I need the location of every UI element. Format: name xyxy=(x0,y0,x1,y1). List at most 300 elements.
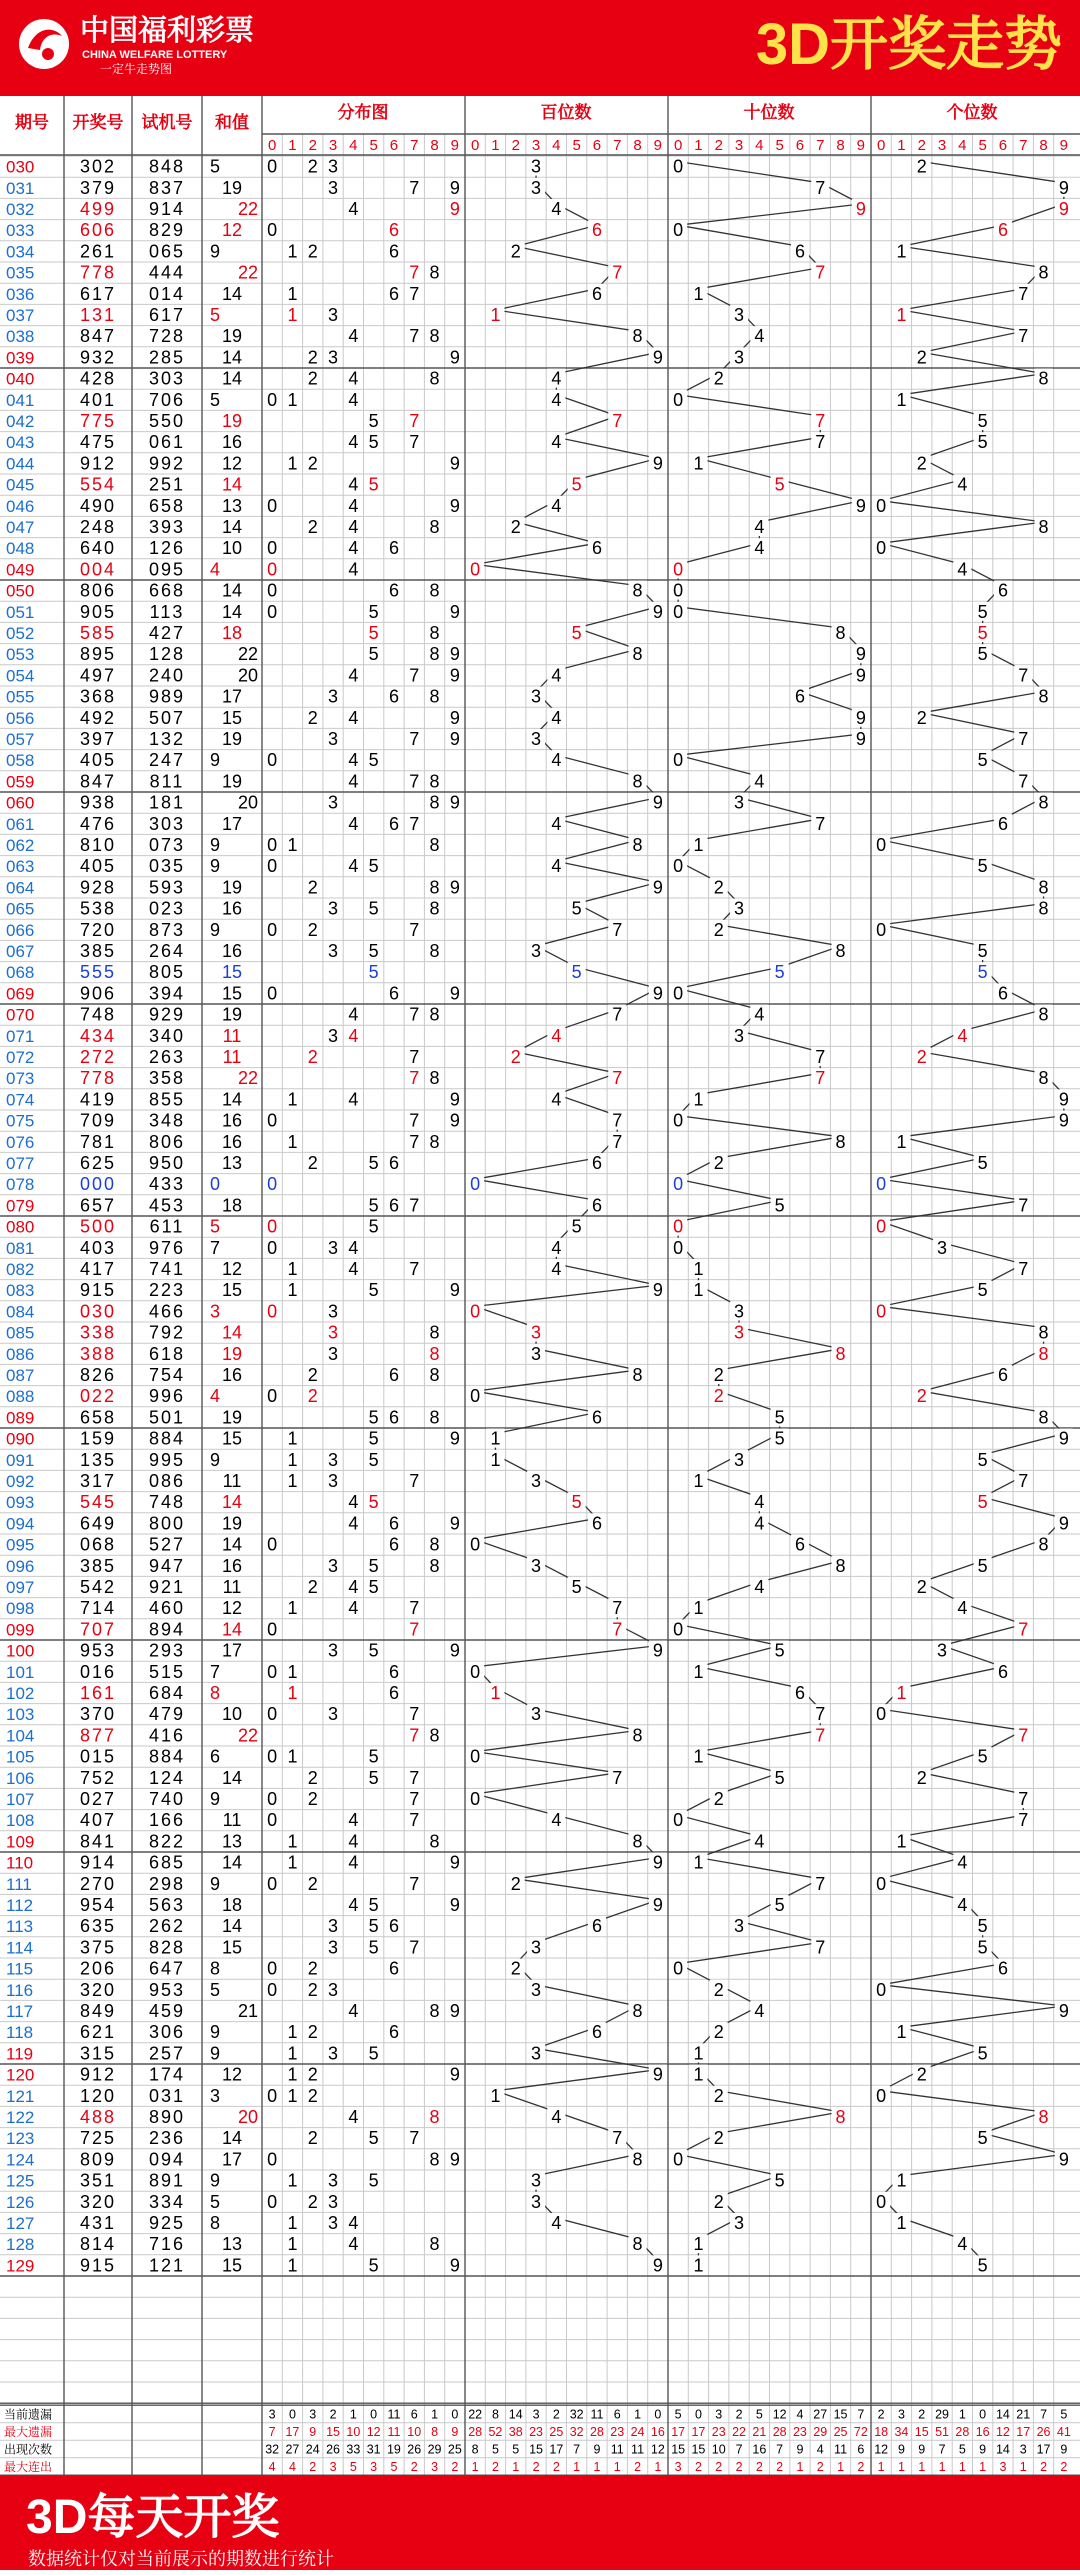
row-sum: 19 xyxy=(221,729,243,749)
distribution-mark: 0 xyxy=(267,1789,278,1809)
stats-value: 3 xyxy=(329,2460,337,2475)
row-draw: 953 xyxy=(79,1640,117,1661)
row-sum: 22 xyxy=(237,262,258,283)
distribution-mark: 1 xyxy=(287,2022,298,2043)
row-draw: 428 xyxy=(79,368,117,389)
distribution-mark: 8 xyxy=(429,2001,440,2021)
row-trial: 416 xyxy=(148,1725,186,1746)
row-period: 084 xyxy=(6,1302,35,1322)
tens-mark: 1 xyxy=(693,2255,704,2276)
table-row xyxy=(6,2255,992,2275)
table-row xyxy=(6,1980,890,2000)
row-trial: 925 xyxy=(148,2213,186,2233)
row-draw: 206 xyxy=(79,1958,117,1979)
table-row xyxy=(6,920,890,940)
stats-value: 5 xyxy=(512,2442,520,2457)
digit-header: 4 xyxy=(755,137,764,154)
stats-value: 33 xyxy=(346,2442,361,2457)
distribution-mark: 5 xyxy=(368,856,379,877)
digit-header: 8 xyxy=(633,137,642,154)
distribution-mark: 2 xyxy=(307,2128,318,2149)
row-trial: 992 xyxy=(148,453,186,474)
tens-mark: 2 xyxy=(713,877,724,898)
header-hundreds: 百位数 xyxy=(540,103,592,122)
units-mark: 0 xyxy=(876,2191,887,2212)
row-period: 075 xyxy=(6,1111,35,1131)
units-mark: 8 xyxy=(1038,2107,1049,2127)
stats-value: 2 xyxy=(1040,2460,1048,2475)
units-mark: 9 xyxy=(1058,199,1069,219)
units-mark: 2 xyxy=(916,1386,927,1407)
units-mark: 7 xyxy=(1018,1471,1029,1491)
row-sum: 15 xyxy=(221,983,243,1004)
row-period: 055 xyxy=(6,687,35,707)
units-mark: 1 xyxy=(896,2170,907,2191)
distribution-mark: 8 xyxy=(429,877,440,898)
row-trial: 427 xyxy=(148,623,186,643)
hundreds-mark: 3 xyxy=(531,1471,542,1491)
distribution-mark: 9 xyxy=(449,199,460,219)
row-period: 088 xyxy=(6,1387,35,1407)
units-mark: 4 xyxy=(957,1852,968,1873)
row-sum: 21 xyxy=(237,2001,258,2021)
hundreds-mark: 1 xyxy=(490,1428,501,1449)
row-draw: 405 xyxy=(79,856,117,877)
table-row xyxy=(6,2213,910,2233)
tens-mark: 3 xyxy=(734,1025,745,1046)
row-draw: 488 xyxy=(79,2107,117,2127)
row-trial: 754 xyxy=(148,1365,186,1385)
row-sum: 14 xyxy=(221,2128,243,2149)
distribution-mark: 0 xyxy=(267,750,278,771)
distribution-mark: 4 xyxy=(348,2213,359,2233)
tens-mark: 2 xyxy=(713,2022,724,2043)
distribution-mark: 5 xyxy=(368,1555,379,1576)
stats-value: 16 xyxy=(975,2425,990,2440)
tens-mark: 1 xyxy=(693,1598,704,1619)
row-trial: 728 xyxy=(148,326,186,347)
row-sum: 11 xyxy=(222,1577,242,1597)
stats-value: 1 xyxy=(613,2460,621,2475)
distribution-mark: 9 xyxy=(449,1895,460,1915)
hundreds-mark: 9 xyxy=(652,453,663,474)
tens-mark: 5 xyxy=(774,2170,785,2191)
row-period: 117 xyxy=(6,2002,34,2021)
digit-header: 2 xyxy=(917,137,926,154)
units-mark: 0 xyxy=(876,538,887,559)
table-row xyxy=(6,1450,992,1470)
table-row xyxy=(6,1047,931,1067)
row-period: 081 xyxy=(6,1238,35,1258)
hundreds-mark: 1 xyxy=(490,305,501,325)
row-draw: 397 xyxy=(79,729,117,749)
tens-mark: 0 xyxy=(673,1958,684,1979)
stats-value: 1 xyxy=(958,2460,966,2475)
table-row xyxy=(6,1598,971,1618)
row-period: 074 xyxy=(6,1090,35,1110)
row-trial: 285 xyxy=(148,347,186,368)
distribution-mark: 7 xyxy=(409,813,420,834)
stats-value: 2 xyxy=(552,2460,560,2475)
hundreds-mark: 3 xyxy=(531,2043,542,2064)
units-mark: 8 xyxy=(1038,686,1049,707)
digit-header: 8 xyxy=(836,137,845,154)
distribution-mark: 3 xyxy=(328,156,339,177)
row-sum: 14 xyxy=(221,580,243,601)
row-sum: 10 xyxy=(221,538,243,559)
row-period: 072 xyxy=(6,1048,35,1067)
units-mark: 5 xyxy=(977,962,988,983)
row-trial: 989 xyxy=(148,686,186,707)
row-draw: 778 xyxy=(79,262,117,283)
row-trial: 658 xyxy=(148,495,186,516)
row-sum: 14 xyxy=(221,347,243,368)
distribution-mark: 9 xyxy=(449,453,460,474)
tens-mark: 0 xyxy=(673,601,684,622)
row-sum: 14 xyxy=(221,517,243,537)
stats-value: 25 xyxy=(833,2425,848,2440)
distribution-mark: 8 xyxy=(429,898,440,919)
row-draw: 320 xyxy=(79,1979,117,2000)
distribution-mark: 6 xyxy=(388,1661,399,1682)
row-sum: 9 xyxy=(210,835,221,855)
distribution-mark: 7 xyxy=(409,411,420,431)
distribution-mark: 4 xyxy=(348,856,359,877)
stats-value: 5 xyxy=(1060,2407,1068,2422)
distribution-mark: 5 xyxy=(368,941,379,961)
tens-mark: 8 xyxy=(835,1555,846,1576)
stats-value: 4 xyxy=(268,2460,276,2475)
distribution-mark: 0 xyxy=(267,1873,278,1894)
hundreds-mark: 8 xyxy=(632,326,643,347)
row-draw: 317 xyxy=(79,1471,117,1491)
stats-value: 5 xyxy=(390,2460,398,2475)
distribution-mark: 1 xyxy=(287,1746,298,1767)
units-mark: 0 xyxy=(876,1979,887,2000)
digit-header: 5 xyxy=(369,137,378,154)
digit-header: 1 xyxy=(491,137,500,154)
stats-value: 1 xyxy=(512,2460,520,2475)
row-draw: 778 xyxy=(79,1068,117,1089)
row-period: 085 xyxy=(6,1323,35,1343)
distribution-mark: 9 xyxy=(449,177,460,198)
distribution-mark: 9 xyxy=(449,877,460,898)
stats-value: 3 xyxy=(309,2407,317,2422)
tens-mark: 0 xyxy=(673,2149,684,2170)
table-row xyxy=(6,241,910,261)
row-trial: 394 xyxy=(148,983,186,1004)
stats-value: 7 xyxy=(735,2442,743,2457)
row-trial: 873 xyxy=(148,919,186,940)
distribution-mark: 1 xyxy=(287,1683,298,1703)
stats-row xyxy=(4,2442,1067,2457)
stats-value: 7 xyxy=(573,2442,581,2457)
hundreds-mark: 4 xyxy=(551,856,562,877)
stats-value: 28 xyxy=(772,2425,787,2440)
distribution-mark: 8 xyxy=(429,792,440,813)
table-row xyxy=(6,432,992,452)
tens-mark: 2 xyxy=(713,368,724,389)
distribution-mark: 7 xyxy=(409,1725,420,1746)
table-row xyxy=(6,1386,931,1406)
distribution-mark: 1 xyxy=(287,241,298,262)
distribution-mark: 4 xyxy=(348,517,359,537)
row-draw: 895 xyxy=(79,644,117,665)
distribution-mark: 8 xyxy=(429,941,440,961)
distribution-mark: 0 xyxy=(267,2085,278,2106)
stats-value: 21 xyxy=(1016,2407,1031,2422)
units-mark: 0 xyxy=(876,1704,887,1725)
units-mark: 7 xyxy=(1018,729,1029,749)
column-headers xyxy=(15,102,998,132)
units-mark: 4 xyxy=(957,474,968,495)
tens-mark: 8 xyxy=(835,2107,846,2127)
distribution-mark: 4 xyxy=(348,1852,359,1873)
hundreds-mark: 8 xyxy=(632,2001,643,2021)
hundreds-mark: 4 xyxy=(551,1089,562,1110)
table-row xyxy=(6,1153,992,1173)
digit-header: 0 xyxy=(673,137,683,154)
distribution-mark: 5 xyxy=(368,411,379,431)
distribution-mark: 5 xyxy=(368,432,379,453)
distribution-mark: 8 xyxy=(429,644,440,665)
stats-value: 2 xyxy=(776,2460,784,2475)
units-mark: 1 xyxy=(896,305,907,325)
row-sum: 19 xyxy=(221,1343,243,1364)
tens-mark: 0 xyxy=(673,1619,684,1640)
distribution-mark: 1 xyxy=(287,2234,298,2255)
distribution-mark: 6 xyxy=(388,1407,399,1428)
stats-value: 3 xyxy=(431,2460,439,2475)
row-trial: 800 xyxy=(148,1513,186,1534)
row-period: 071 xyxy=(6,1026,35,1046)
row-trial: 884 xyxy=(148,1428,186,1449)
row-sum: 8 xyxy=(210,1958,221,1979)
table-row xyxy=(6,1853,971,1873)
stats-value: 15 xyxy=(691,2442,706,2457)
stats-value: 23 xyxy=(610,2425,625,2440)
stats-value: 2 xyxy=(755,2460,763,2475)
row-sum: 19 xyxy=(221,877,243,898)
distribution-mark: 2 xyxy=(307,1047,318,1067)
row-draw: 419 xyxy=(79,1089,117,1110)
row-period: 099 xyxy=(6,1620,35,1640)
tens-mark: 6 xyxy=(794,1534,805,1555)
row-trial: 685 xyxy=(148,1852,186,1873)
distribution-mark: 7 xyxy=(409,1810,420,1831)
units-mark: 7 xyxy=(1018,771,1029,792)
tens-mark: 1 xyxy=(693,1746,704,1767)
distribution-mark: 2 xyxy=(307,156,318,177)
units-mark: 9 xyxy=(1058,1089,1069,1110)
units-mark: 8 xyxy=(1038,1068,1049,1089)
tens-mark: 0 xyxy=(673,580,684,601)
distribution-mark: 1 xyxy=(287,1598,298,1619)
row-trial: 433 xyxy=(148,1174,186,1195)
digit-header: 4 xyxy=(552,137,561,154)
distribution-mark: 8 xyxy=(429,1725,440,1746)
tens-mark: 7 xyxy=(815,1937,826,1958)
digit-header: 8 xyxy=(1039,137,1048,154)
row-draw: 248 xyxy=(79,517,117,537)
row-sum: 14 xyxy=(221,1492,243,1513)
distribution-mark: 4 xyxy=(348,1025,359,1046)
row-draw: 847 xyxy=(79,771,117,792)
units-mark: 1 xyxy=(896,2213,907,2233)
distribution-mark: 2 xyxy=(307,347,318,368)
distribution-mark: 5 xyxy=(368,1895,379,1915)
table-row xyxy=(6,750,992,770)
row-trial: 247 xyxy=(148,750,186,771)
row-period: 070 xyxy=(6,1005,35,1025)
stats-value: 12 xyxy=(772,2407,787,2422)
table-row xyxy=(6,983,1012,1003)
distribution-mark: 0 xyxy=(267,1661,278,1682)
distribution-mark: 9 xyxy=(449,1852,460,1873)
distribution-mark: 8 xyxy=(429,580,440,601)
table-row xyxy=(6,263,1053,283)
distribution-mark: 5 xyxy=(368,644,379,665)
row-sum: 19 xyxy=(221,1513,243,1534)
hundreds-mark: 8 xyxy=(632,835,643,855)
row-period: 078 xyxy=(6,1175,35,1195)
distribution-mark: 5 xyxy=(368,1280,379,1301)
stats-value: 2 xyxy=(634,2460,642,2475)
table-row xyxy=(6,2192,890,2212)
stats-value: 38 xyxy=(508,2425,523,2440)
tens-mark: 4 xyxy=(754,538,765,559)
row-draw: 131 xyxy=(79,305,117,325)
row-sum: 15 xyxy=(221,962,243,983)
table-row xyxy=(6,771,1032,791)
row-trial: 684 xyxy=(148,1683,186,1703)
units-mark: 2 xyxy=(916,453,927,474)
row-period: 030 xyxy=(6,157,35,177)
distribution-mark: 8 xyxy=(429,1068,440,1089)
hundreds-mark: 4 xyxy=(551,1259,562,1279)
row-draw: 270 xyxy=(79,1873,117,1894)
units-mark: 1 xyxy=(896,1831,907,1852)
row-sum: 9 xyxy=(210,2022,221,2043)
distribution-mark: 4 xyxy=(348,432,359,453)
distribution-mark: 3 xyxy=(328,1555,339,1576)
stats-value: 3 xyxy=(370,2460,378,2475)
stats-value: 27 xyxy=(813,2407,828,2422)
row-sum: 15 xyxy=(221,707,243,728)
distribution-mark: 5 xyxy=(368,1916,379,1937)
row-sum: 8 xyxy=(210,2213,221,2233)
stats-value: 2 xyxy=(309,2460,317,2475)
row-sum: 5 xyxy=(210,1216,221,1237)
tens-mark: 2 xyxy=(713,1153,724,1173)
row-period: 069 xyxy=(6,984,35,1004)
distribution-mark: 8 xyxy=(429,2107,440,2127)
hundreds-mark: 8 xyxy=(632,2149,643,2170)
stats-value: 1 xyxy=(573,2460,581,2475)
row-sum: 13 xyxy=(221,495,243,516)
hundreds-mark: 8 xyxy=(632,1831,643,1852)
tens-mark: 2 xyxy=(713,919,724,940)
row-draw: 379 xyxy=(79,177,117,198)
row-trial: 890 xyxy=(148,2107,186,2127)
stats-value: 17 xyxy=(671,2425,686,2440)
units-mark: 0 xyxy=(876,1301,887,1322)
hundreds-mark: 3 xyxy=(531,1979,542,2000)
row-sum: 19 xyxy=(221,177,243,198)
row-sum: 12 xyxy=(221,2064,243,2085)
row-sum: 22 xyxy=(237,1725,258,1746)
row-trial: 124 xyxy=(148,1767,186,1788)
digit-header: 4 xyxy=(349,137,358,154)
distribution-mark: 4 xyxy=(348,813,359,834)
distribution-mark: 8 xyxy=(429,517,440,537)
tens-mark: 0 xyxy=(673,220,684,241)
row-period: 037 xyxy=(6,306,35,325)
stats-value: 11 xyxy=(387,2407,401,2422)
row-trial: 094 xyxy=(148,2149,186,2170)
units-mark: 8 xyxy=(1038,1407,1049,1428)
distribution-mark: 8 xyxy=(429,1407,440,1428)
row-period: 063 xyxy=(6,857,35,877)
units-mark: 6 xyxy=(997,580,1008,601)
distribution-mark: 3 xyxy=(328,347,339,368)
row-trial: 593 xyxy=(148,877,186,898)
row-period: 060 xyxy=(6,793,35,813)
distribution-mark: 7 xyxy=(409,919,420,940)
distribution-mark: 7 xyxy=(409,1195,420,1216)
row-period: 107 xyxy=(6,1790,35,1809)
row-period: 102 xyxy=(6,1684,35,1703)
stats-value: 2 xyxy=(329,2407,337,2422)
distribution-mark: 0 xyxy=(267,1979,278,2000)
distribution-mark: 9 xyxy=(449,2149,460,2170)
units-mark: 7 xyxy=(1018,1789,1029,1809)
row-sum: 13 xyxy=(221,1153,243,1173)
units-mark: 7 xyxy=(1018,1619,1029,1640)
stats-value: 19 xyxy=(386,2442,401,2457)
distribution-mark: 9 xyxy=(449,983,460,1004)
units-mark: 2 xyxy=(916,1767,927,1788)
distribution-mark: 4 xyxy=(348,771,359,792)
table-row xyxy=(6,2043,992,2063)
units-mark: 1 xyxy=(896,241,907,262)
row-sum: 5 xyxy=(210,156,221,177)
stats-value: 11 xyxy=(387,2425,401,2440)
row-sum: 20 xyxy=(237,665,258,686)
distribution-mark: 7 xyxy=(409,665,420,686)
hundreds-mark: 7 xyxy=(612,1598,623,1619)
units-mark: 7 xyxy=(1018,1259,1029,1279)
distribution-mark: 5 xyxy=(368,601,379,622)
row-trial: 086 xyxy=(148,1471,186,1491)
distribution-mark: 4 xyxy=(348,750,359,771)
stats-value: 25 xyxy=(447,2442,462,2457)
distribution-mark: 5 xyxy=(368,1195,379,1216)
distribution-mark: 5 xyxy=(368,1937,379,1958)
distribution-mark: 8 xyxy=(429,1131,440,1152)
row-trial: 550 xyxy=(148,411,186,431)
tens-mark: 4 xyxy=(754,1513,765,1534)
row-draw: 161 xyxy=(79,1683,117,1703)
stats-value: 3 xyxy=(999,2460,1007,2475)
hundreds-mark: 4 xyxy=(551,199,562,219)
units-mark: 5 xyxy=(977,1280,988,1301)
units-mark: 0 xyxy=(876,2085,887,2106)
table-row xyxy=(6,2022,910,2042)
row-period: 116 xyxy=(6,1980,34,2000)
row-sum: 22 xyxy=(237,644,258,665)
stats-value: 51 xyxy=(935,2425,950,2440)
